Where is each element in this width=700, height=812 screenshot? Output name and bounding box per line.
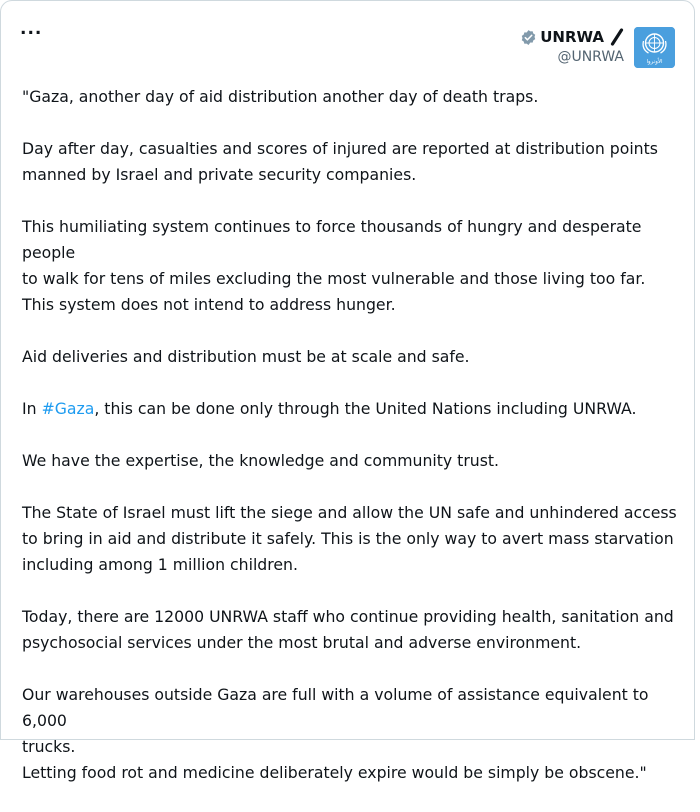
tweet-line: Our warehouses outside Gaza are full with a volume of assistance equivalent to 6,000 [22, 685, 649, 730]
tweet-line: including among 1 million children. [22, 555, 298, 574]
tweet-text [22, 84, 687, 812]
tweet-paragraph [22, 136, 687, 188]
tweet-line: "Gaza, another day of aid distribution another day of death traps. [22, 87, 539, 106]
tweet-text-before-hashtag: In [22, 399, 42, 418]
tweet-line: This humiliating system continues to force thousands of hungry and desperate people [22, 217, 642, 262]
hashtag-link[interactable]: #Gaza [41, 399, 95, 418]
tweet-paragraph [22, 396, 687, 422]
tweet-text-after-hashtag: , this can be done only through the United Nations including UNRWA. [94, 399, 637, 418]
tweet-paragraph [22, 448, 687, 474]
author-handle: @UNRWA [557, 49, 624, 65]
tweet-line: This system does not intend to address hunger. [22, 295, 396, 314]
tweet-paragraph [22, 500, 687, 578]
tweet-paragraph [22, 214, 687, 318]
tweet-line: We have the expertise, the knowledge and community trust. [22, 451, 500, 470]
tweet-line: Day after day, casualties and scores of injured are reported at distribution points [22, 139, 658, 158]
more-options-button[interactable]: ... [20, 19, 43, 39]
tweet-line: The State of Israel must lift the siege and allow the UN safe and unhindered access [22, 503, 677, 522]
tweet-line: trucks. [22, 737, 76, 756]
author-info[interactable] [520, 27, 624, 65]
tweet-line: to bring in aid and distribute it safely. This is the only way to avert mass starvation [22, 529, 674, 548]
avatar-arabic-text: الأونروا [646, 59, 663, 65]
verified-badge-shape [522, 30, 535, 45]
tweet-line: psychosocial services under the most brutal and adverse environment. [22, 633, 582, 652]
tweet-line: Letting food rot and medicine deliberately expire would be simply be obscene." [22, 763, 647, 782]
tweet-line: to walk for tens of miles excluding the most vulnerable and those living too far. [22, 269, 646, 288]
avatar[interactable] [634, 27, 675, 68]
tweet-line: manned by Israel and private security companies. [22, 165, 417, 184]
tweet-paragraph [22, 84, 687, 110]
tweet-paragraph [22, 344, 687, 370]
tweet-paragraph [22, 604, 687, 656]
tweet-line: Aid deliveries and distribution must be at scale and safe. [22, 347, 470, 366]
tweet-line: Today, there are 12000 UNRWA staff who continue providing health, sanitation and [22, 607, 674, 626]
verified-badge-icon [520, 29, 537, 46]
tweet-paragraph [22, 682, 687, 786]
affiliation-slash-icon [610, 28, 624, 46]
author-display-name: UNRWA [540, 28, 604, 46]
author-name-row [520, 27, 624, 47]
